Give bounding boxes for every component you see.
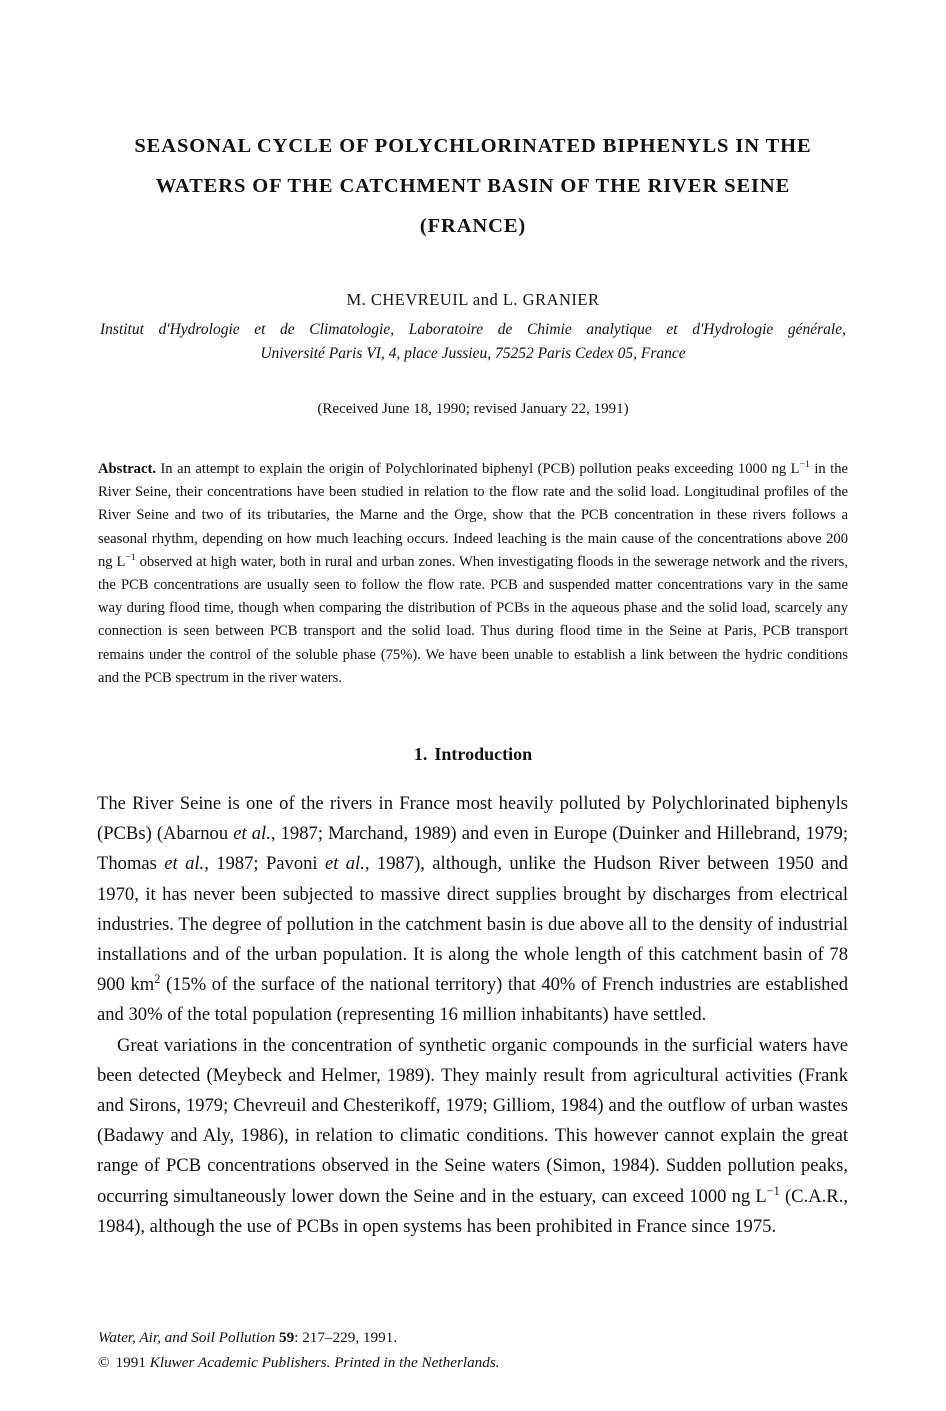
p1-superscript-area-unit: 2 (154, 972, 161, 987)
footer-copyright-line (98, 1350, 848, 1375)
p1-text-d: , 1987), although, unlike the Hudson River between 1950 and 1970, it has never been subjected to massive direct supplies brought by discharges from electrical industries. The degree of pollution in the catchment basin is due above all to the density of industrial installations and of the urban population. It is along the whole length of this catchment basin of 78 900 km (97, 853, 848, 996)
p1-text-e: (15% of the surface of the national territory) that 40% of French industries are established and 30% of the total population (representing 16 million inhabitants) have settled. (97, 974, 848, 1026)
p1-citation-et-al-3: et al. (324, 853, 365, 875)
paragraph-1 (97, 789, 848, 1031)
p1-text-c: , 1987; Pavoni (204, 853, 325, 875)
p1-text-a: The River Seine is one of the rivers in France most heavily polluted by Polychlorinated biphenyls (PCBs) (Abarnou (97, 793, 848, 845)
received-date: (Received June 18, 1990; revised January 22, 1991) (317, 401, 629, 417)
p1-citation-et-al-2: et al. (164, 853, 205, 875)
affiliation-line-1: Institut d'Hydrologie et de Climatologie, Laboratoire de Chimie analytique et d'Hydrologie générale, (100, 321, 846, 338)
paragraph-2 (97, 1031, 848, 1242)
p1-text-b: , 1987; Marchand, 1989) and even in Europe (Duinker and Hillebrand, 1979; Thomas (97, 823, 848, 875)
abstract-text-part-1: In an attempt to explain the origin of Polychlorinated biphenyl (PCB) pollution peaks exceeding 1000 ng L (155, 461, 800, 477)
p2-text-a: Great variations in the concentration of synthetic organic compounds in the surficial waters have been detected (Meybeck and Helmer, 1989). They mainly result from agricultural activities (Frank and Sirons, 1979; Chevreuil and Chesterikoff, 1979; Gilliom, 1984) and the outflow of urban wastes (Badawy and Aly, 1986), in relation to climatic conditions. This however cannot explain the great range of PCB concentrations observed in the Seine waters (Simon, 1984). Sudden pollution peaks, occurring simultaneously lower down the Seine and in the estuary, can exceed 1000 ng L (97, 1034, 848, 1207)
affiliation-line-2: Université Paris VI, 4, place Jussieu, 75252 Paris Cedex 05, France (260, 345, 686, 362)
footer-publisher: Kluwer Academic Publishers. Printed in the Netherlands. (149, 1354, 500, 1371)
section-number: 1. (413, 744, 428, 764)
footer-journal-name: Water, Air, and Soil Pollution (98, 1329, 276, 1346)
title-line-1: SEASONAL CYCLE OF POLYCHLORINATED BIPHENYLS IN THE (134, 135, 812, 157)
page-footer (98, 1325, 848, 1375)
footer-volume: 59 (279, 1329, 295, 1346)
abstract-label: Abstract. (98, 461, 156, 477)
body-content (97, 789, 848, 1242)
abstract-superscript-1: −1 (799, 459, 810, 471)
author-list: M. CHEVREUIL and L. GRANIER (346, 290, 600, 309)
p2-text-b: (C.A.R., 1984), although the use of PCBs in open systems has been prohibited in France since 1975. (97, 1185, 848, 1237)
abstract-section (98, 458, 848, 690)
page-title (98, 126, 848, 246)
title-line-3: (FRANCE) (419, 215, 527, 237)
copyright-icon: © (98, 1354, 110, 1371)
section-title: Introduction (434, 744, 533, 764)
abstract-text-part-3: observed at high water, both in rural and urban zones. When investigating floods in the sewerage network and the rivers, the PCB concentrations are usually seen to follow the flow rate. PCB and suspended matter concentrations vary in the same way during flood time, though when comparing the distribution of PCBs in the aqueous phase and the solid load, scarcely any connection is seen between PCB transport and the solid load. Thus during flood time in the Seine at Paris, PCB transport remains under the control of the soluble phase (75%). We have been unable to establish a link between the hydric conditions and the PCB spectrum in the river waters. (98, 553, 848, 686)
section-heading-introduction (98, 744, 848, 765)
abstract-superscript-2: −1 (125, 551, 136, 563)
footer-journal-line (98, 1325, 848, 1350)
title-line-2: WATERS OF THE CATCHMENT BASIN OF THE RIVER SEINE (155, 175, 791, 197)
abstract-text-part-2: in the River Seine, their concentrations have been studied in relation to the flow rate and the solid load. Longitudinal profiles of the River Seine and two of its tributaries, the Marne and the Orge, show that the PCB concentration in these rivers follows a seasonal rhythm, depending on how much leaching occurs. Indeed leaching is the main cause of the concentrations above 200 ng L (98, 461, 848, 570)
affiliation (98, 318, 848, 366)
p1-citation-et-al-1: et al. (233, 823, 271, 845)
footer-copyright-year: 1991 (115, 1354, 150, 1371)
p2-superscript-concentration-unit: −1 (766, 1183, 780, 1198)
footer-pages: : 217–229, 1991. (294, 1329, 398, 1346)
